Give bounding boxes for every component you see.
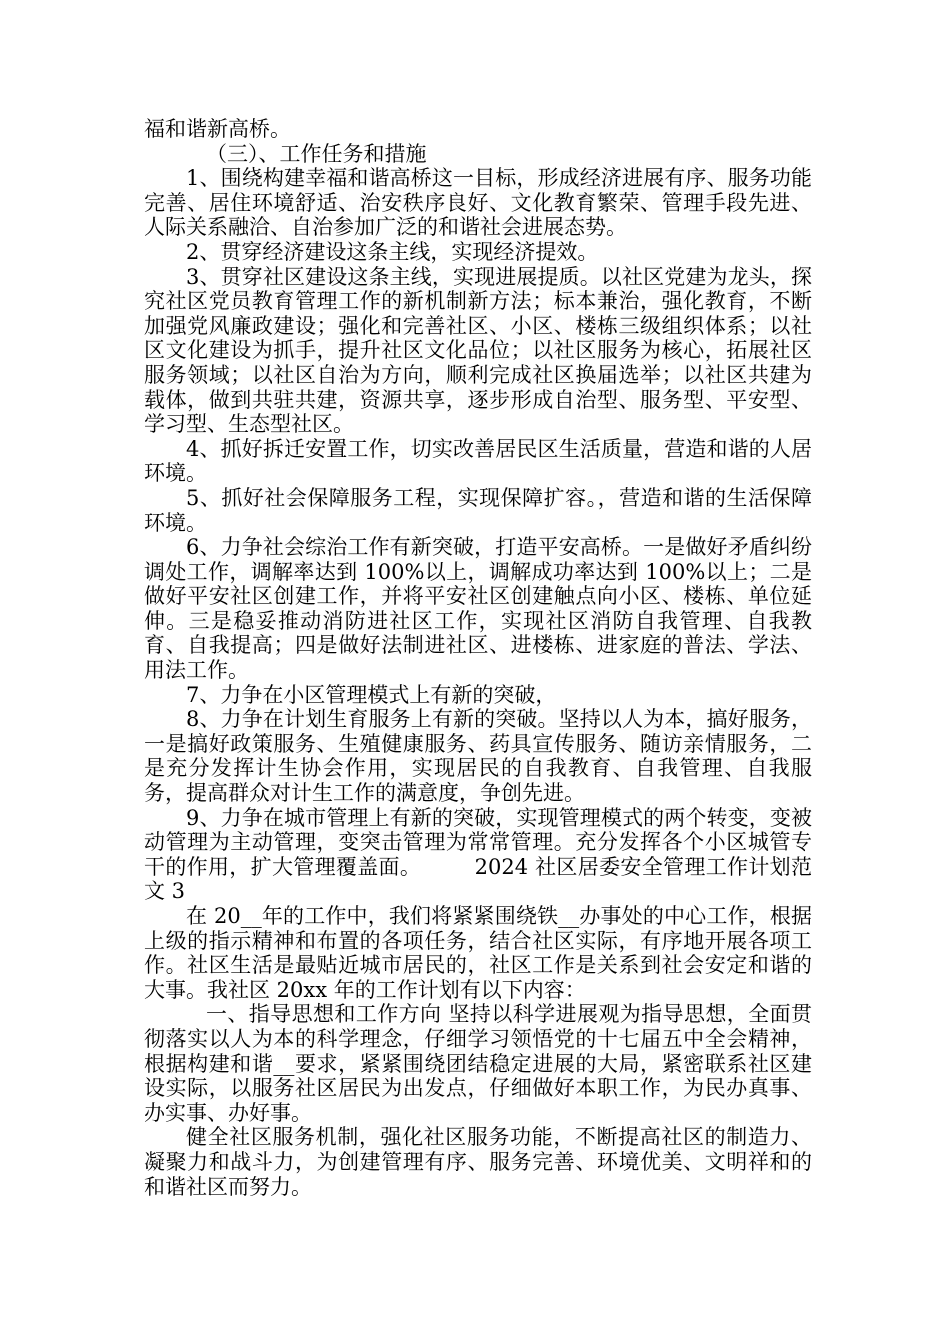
paragraph-item-2: 2、贯穿经济建设这条主线，实现经济提效。 [186, 239, 599, 264]
paragraph-item-4: 4、抓好拆迁安置工作，切实改善居民区生活质量，营造和谐的人居环境。 [144, 436, 812, 486]
document-page [144, 117, 812, 1199]
paragraph-item-1: 1、围绕构建幸福和谐高桥这一目标，形成经济进展有序、服务功能完善、居住环境舒适、治安秩序良好、文化教育繁荣、管理手段先进、人际关系融洽、自治参加广泛的和谐社会进展态势。 [144, 166, 812, 240]
paragraph-item-5: 5、抓好社会保障服务工程，实现保障扩容。，营造和谐的生活保障环境。 [144, 485, 812, 535]
paragraph-item-6: 6、力争社会综治工作有新突破，打造平安高桥。一是做好矛盾纠纷调处工作，调解率达到 100%以上，调解成功率达到 100%以上；二是做好平安社区创建工作，并将平安社区创建触点向小区、楼栋、单位延伸。三是稳妥推动消防进社区工作，实现社区消防自我管理、自我教育、自我提高；四是做好法制进社区、进楼栋、进家庭的普法、学法、用法工作。 [144, 535, 812, 683]
paragraph-item-8: 8、力争在计划生育服务上有新的突破。坚持以人为本，搞好服务，一是搞好政策服务、生殖健康服务、药具宣传服务、随访亲情服务，二是充分发挥计生协会作用，实现居民的自我教育、自我管理、自我服务，提高群众对计生工作的满意度，争创先进。 [144, 707, 812, 806]
paragraph-continuation: 福和谐新高桥。 [144, 117, 291, 141]
paragraph-service-mechanism: 健全社区服务机制，强化社区服务功能，不断提高社区的制造力、凝聚力和战斗力，为创建管理有序、服务完善、环境优美、文明祥和的和谐社区而努力。 [144, 1125, 812, 1199]
paragraph-guiding-thought: 一、指导思想和工作方向 坚持以科学进展观为指导思想，全面贯彻落实以人为本的科学理念，仔细学习领悟党的十七届五中全会精神，根据构建和谐__要求，紧紧围绕团结稳定进展的大局，紧密联系社区建设实际，以服务社区居民为出发点，仔细做好本职工作，为民办真事、办实事、办好事。 [144, 1002, 812, 1125]
paragraph-item-3: 3、贯穿社区建设这条主线，实现进展提质。以社区党建为龙头，探究社区党员教育管理工作的新机制新方法；标本兼治，强化教育，不断加强党风廉政建设；强化和完善社区、小区、楼栋三级组织体系；以社区文化建设为抓手，提升社区文化品位；以社区服务为核心，拓展社区服务领域；以社区自治为方向，顺利完成社区换届选举；以社区共建为载体，做到共驻共建，资源共享，逐步形成自治型、服务型、平安型、学习型、生态型社区。 [144, 264, 812, 437]
section-heading-tasks: （三）、工作任务和措施 [206, 141, 427, 166]
paragraph-item-9: 9、力争在城市管理上有新的突破，实现管理模式的两个转变，变被动管理为主动管理，变突击管理为常常管理。充分发挥各个小区城管专干的作用，扩大管理覆盖面。 2024 社区居委安全管理工作计划范文 3 [144, 805, 812, 904]
paragraph-item-7: 7、力争在小区管理模式上有新的突破， [186, 682, 557, 707]
paragraph-intro: 在 20__年的工作中，我们将紧紧围绕铁__办事处的中心工作，根据上级的指示精神和布置的各项任务，结合社区实际，有序地开展各项工作。社区生活是最贴近城市居民的，社区工作是关系到社会安定和谐的大事。我社区 20xx 年的工作计划有以下内容： [144, 904, 812, 1002]
